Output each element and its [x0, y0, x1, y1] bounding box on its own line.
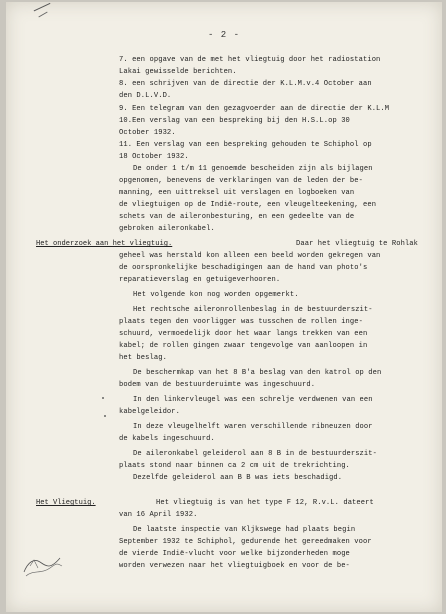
margin-dot [102, 397, 104, 399]
page-number: - 2 - [207, 30, 240, 40]
text-line: September 1932 te Schiphol, gedurende het gereedmaken voor [119, 538, 372, 546]
text-line: de vierde Indië-vlucht voor welke bijzonderheden moge [119, 550, 350, 558]
text-line: October 1932. [119, 129, 176, 137]
text-line: 10.Een verslag van een bespreking bij den H.S.L.op 30 [119, 117, 350, 125]
text-line: opgenomen, benevens de verklaringen van de leden der be- [119, 177, 363, 185]
text-line: In deze vleugelhelft waren verschillende ribneuzen door [133, 423, 373, 431]
margin-dot [104, 415, 106, 417]
text-line: de oorspronkelijke beschadigingen aan de hand van photo's [119, 264, 368, 272]
text-line: kabelgeleidor. [119, 408, 180, 416]
text-line: De beschermkap van het 8 B'a beslag van den katrol op den [133, 369, 382, 377]
text-line: den D.L.V.D. [119, 92, 172, 100]
text-line: Daar het vliegtuig te Rohlak [296, 240, 418, 248]
text-line: 8. een schrijven van de directie der K.L.M.v.4 October aan [119, 80, 372, 88]
text-line: Het volgende kon nog worden opgemerkt. [133, 291, 299, 299]
text-line: kabel; de rollen gingen zwaar tengevolge van aanloopen in [119, 342, 368, 350]
text-line: De aileronkabel geleiderol aan 8 B in de bestuurderszit- [133, 450, 377, 458]
text-line: 18 October 1932. [119, 153, 189, 161]
section-heading: Het Vliegtuig. [36, 499, 96, 507]
handwritten-annotation [20, 550, 66, 580]
text-line: reparatieverslag en getuigeverhooren. [119, 276, 281, 284]
text-line: schuurd, vermoedelijk door het waar langs trekken van een [119, 330, 368, 338]
text-line: De laatste inspectie van Kljkswege had plaats begin [133, 526, 356, 534]
text-line: worden verwezen naar het vliegtuigboek en voor de be- [119, 562, 350, 570]
text-line: gebroken aileronkabel. [119, 225, 215, 233]
text-line: De onder 1 t/m 11 genoemde bescheiden zijn als bijlagen [133, 165, 373, 173]
text-line: In den linkervleugel was een schrelje verdwenen van een [133, 396, 373, 404]
document-page [6, 2, 442, 612]
text-line: plaats tegen den voorligger was tusschen de rollen inge- [119, 318, 363, 326]
section-heading: Het onderzoek aan het vliegtuig. [36, 240, 173, 248]
text-line: de kabels ingeschuurd. [119, 435, 215, 443]
text-line: geheel was herstald kon alleen een beeld worden gekregen van [119, 252, 381, 260]
text-line: Het vliegtuig is van het type F 12, R.v.L. dateert [156, 499, 374, 507]
text-line: het beslag. [119, 354, 167, 362]
text-line: plaats stond naar binnen ca 2 cm uit de trekrichting. [119, 462, 350, 470]
text-line: schets van de aileronbesturing, en een gedeelte van de [119, 213, 355, 221]
text-line: Dezelfde geleiderol aan B B was iets beschadigd. [133, 474, 343, 482]
text-line: 9. Een telegram van den gezagvoerder aan de directie der K.L.M [119, 105, 390, 113]
text-line: de vliegtuigen op de Indië-route, een vleugelteekening, een [119, 201, 377, 209]
text-line: Het rechtsche aileronrollenbeslag in de bestuurderszit- [133, 306, 373, 314]
text-line: manning, een uittreksel uit verslagen en logboeken van [119, 189, 355, 197]
text-line: bodem van de bestuurderuimte was ingeschuurd. [119, 381, 316, 389]
text-line: Lakai gewisselde berichten. [119, 68, 237, 76]
text-line: 11. Een verslag van een bespreking gehouden te Schiphol op [119, 141, 372, 149]
text-line: van 16 April 1932. [119, 511, 198, 519]
text-line: 7. een opgave van de met het vliegtuig door het radiostation [119, 56, 381, 64]
